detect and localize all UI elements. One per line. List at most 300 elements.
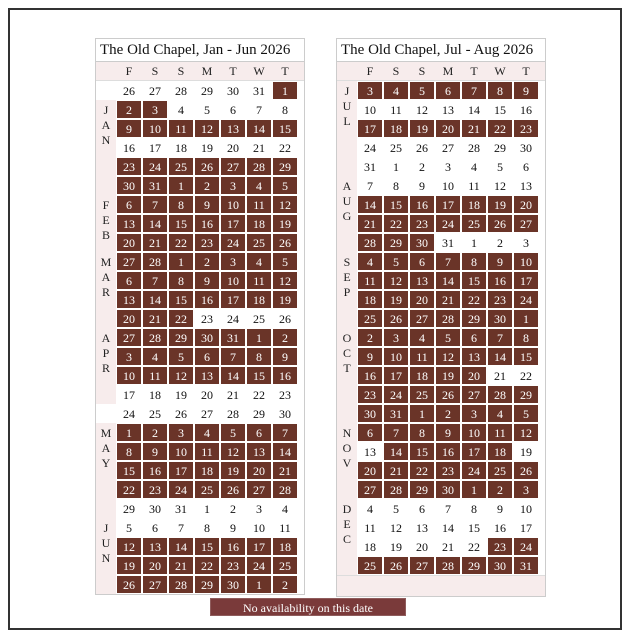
day-cell-available[interactable]: 30 <box>220 81 246 100</box>
day-cell-unavailable[interactable]: 19 <box>435 366 461 385</box>
day-cell-unavailable[interactable]: 8 <box>513 328 539 347</box>
day-cell-available[interactable]: 3 <box>513 233 539 252</box>
day-cell-unavailable[interactable]: 4 <box>487 404 513 423</box>
day-cell-unavailable[interactable]: 13 <box>116 290 142 309</box>
day-cell-unavailable[interactable]: 28 <box>357 233 383 252</box>
day-cell-unavailable[interactable]: 26 <box>513 461 539 480</box>
day-cell-unavailable[interactable]: 18 <box>461 195 487 214</box>
day-cell-unavailable[interactable]: 3 <box>220 176 246 195</box>
day-cell-unavailable[interactable]: 6 <box>357 423 383 442</box>
day-cell-unavailable[interactable]: 20 <box>142 556 168 575</box>
day-cell-available[interactable]: 26 <box>409 138 435 157</box>
day-cell-unavailable[interactable]: 15 <box>168 214 194 233</box>
day-cell-unavailable[interactable]: 30 <box>435 480 461 499</box>
day-cell-unavailable[interactable]: 23 <box>513 119 539 138</box>
day-cell-unavailable[interactable]: 13 <box>142 537 168 556</box>
day-cell-unavailable[interactable]: 17 <box>435 195 461 214</box>
day-cell-unavailable[interactable]: 13 <box>116 214 142 233</box>
day-cell-unavailable[interactable]: 14 <box>220 366 246 385</box>
day-cell-unavailable[interactable]: 4 <box>194 423 220 442</box>
day-cell-unavailable[interactable]: 24 <box>461 461 487 480</box>
day-cell-unavailable[interactable]: 13 <box>220 119 246 138</box>
day-cell-available[interactable]: 14 <box>435 518 461 537</box>
day-cell-available[interactable]: 2 <box>220 499 246 518</box>
day-cell-unavailable[interactable]: 29 <box>168 328 194 347</box>
day-cell-unavailable[interactable]: 25 <box>357 556 383 575</box>
day-cell-unavailable[interactable]: 30 <box>487 309 513 328</box>
day-cell-unavailable[interactable]: 15 <box>194 537 220 556</box>
day-cell-unavailable[interactable]: 7 <box>220 347 246 366</box>
day-cell-unavailable[interactable]: 23 <box>142 480 168 499</box>
day-cell-unavailable[interactable]: 6 <box>435 81 461 100</box>
day-cell-unavailable[interactable]: 11 <box>357 271 383 290</box>
day-cell-available[interactable]: 30 <box>513 138 539 157</box>
day-cell-unavailable[interactable]: 19 <box>487 195 513 214</box>
day-cell-available[interactable]: 13 <box>409 518 435 537</box>
day-cell-available[interactable]: 26 <box>272 309 298 328</box>
day-cell-unavailable[interactable]: 1 <box>246 575 272 594</box>
day-cell-available[interactable]: 27 <box>435 138 461 157</box>
day-cell-unavailable[interactable]: 8 <box>168 271 194 290</box>
day-cell-available[interactable]: 2 <box>409 157 435 176</box>
day-cell-unavailable[interactable]: 5 <box>435 328 461 347</box>
day-cell-unavailable[interactable]: 6 <box>116 195 142 214</box>
day-cell-unavailable[interactable]: 8 <box>409 423 435 442</box>
day-cell-available[interactable]: 5 <box>383 499 409 518</box>
day-cell-unavailable[interactable]: 31 <box>220 328 246 347</box>
day-cell-unavailable[interactable]: 10 <box>220 271 246 290</box>
day-cell-available[interactable]: 27 <box>142 81 168 100</box>
day-cell-unavailable[interactable]: 29 <box>383 233 409 252</box>
day-cell-unavailable[interactable]: 8 <box>246 347 272 366</box>
day-cell-unavailable[interactable]: 22 <box>168 309 194 328</box>
day-cell-unavailable[interactable]: 12 <box>513 423 539 442</box>
day-cell-available[interactable]: 11 <box>383 100 409 119</box>
day-cell-available[interactable]: 11 <box>357 518 383 537</box>
day-cell-available[interactable]: 8 <box>383 176 409 195</box>
day-cell-available[interactable]: 18 <box>357 537 383 556</box>
day-cell-unavailable[interactable]: 25 <box>357 309 383 328</box>
day-cell-unavailable[interactable]: 5 <box>409 81 435 100</box>
day-cell-unavailable[interactable]: 23 <box>409 214 435 233</box>
day-cell-unavailable[interactable]: 28 <box>435 556 461 575</box>
day-cell-unavailable[interactable]: 11 <box>246 271 272 290</box>
day-cell-available[interactable]: 31 <box>246 81 272 100</box>
day-cell-unavailable[interactable]: 27 <box>116 252 142 271</box>
day-cell-available[interactable]: 20 <box>409 537 435 556</box>
day-cell-unavailable[interactable]: 14 <box>142 214 168 233</box>
day-cell-available[interactable]: 31 <box>357 157 383 176</box>
day-cell-available[interactable]: 9 <box>487 499 513 518</box>
day-cell-unavailable[interactable]: 20 <box>116 233 142 252</box>
day-cell-unavailable[interactable]: 18 <box>357 290 383 309</box>
day-cell-available[interactable]: 29 <box>194 81 220 100</box>
day-cell-unavailable[interactable]: 23 <box>116 157 142 176</box>
day-cell-available[interactable]: 6 <box>513 157 539 176</box>
day-cell-unavailable[interactable]: 28 <box>383 480 409 499</box>
day-cell-unavailable[interactable]: 17 <box>168 461 194 480</box>
day-cell-unavailable[interactable]: 3 <box>116 347 142 366</box>
day-cell-available[interactable]: 10 <box>513 499 539 518</box>
day-cell-unavailable[interactable]: 9 <box>487 252 513 271</box>
day-cell-unavailable[interactable]: 12 <box>272 195 298 214</box>
day-cell-available[interactable]: 25 <box>383 138 409 157</box>
day-cell-available[interactable]: 29 <box>116 499 142 518</box>
day-cell-unavailable[interactable]: 27 <box>142 575 168 594</box>
day-cell-available[interactable]: 7 <box>435 499 461 518</box>
day-cell-unavailable[interactable]: 3 <box>168 423 194 442</box>
day-cell-unavailable[interactable]: 25 <box>168 157 194 176</box>
day-cell-unavailable[interactable]: 2 <box>116 100 142 119</box>
day-cell-unavailable[interactable]: 15 <box>116 461 142 480</box>
day-cell-unavailable[interactable]: 1 <box>461 480 487 499</box>
day-cell-available[interactable]: 1 <box>194 499 220 518</box>
day-cell-available[interactable]: 17 <box>513 518 539 537</box>
day-cell-unavailable[interactable]: 4 <box>246 176 272 195</box>
day-cell-unavailable[interactable]: 23 <box>220 556 246 575</box>
day-cell-unavailable[interactable]: 23 <box>487 537 513 556</box>
day-cell-unavailable[interactable]: 3 <box>513 480 539 499</box>
day-cell-unavailable[interactable]: 31 <box>513 556 539 575</box>
day-cell-unavailable[interactable]: 20 <box>409 290 435 309</box>
day-cell-unavailable[interactable]: 2 <box>272 575 298 594</box>
day-cell-unavailable[interactable]: 17 <box>383 366 409 385</box>
day-cell-available[interactable]: 12 <box>383 518 409 537</box>
day-cell-unavailable[interactable]: 25 <box>461 214 487 233</box>
day-cell-unavailable[interactable]: 14 <box>383 442 409 461</box>
day-cell-available[interactable]: 9 <box>409 176 435 195</box>
day-cell-unavailable[interactable]: 29 <box>461 309 487 328</box>
day-cell-unavailable[interactable]: 6 <box>194 347 220 366</box>
day-cell-unavailable[interactable]: 25 <box>409 385 435 404</box>
day-cell-available[interactable]: 16 <box>116 138 142 157</box>
day-cell-unavailable[interactable]: 11 <box>487 423 513 442</box>
day-cell-unavailable[interactable]: 11 <box>194 442 220 461</box>
day-cell-unavailable[interactable]: 26 <box>194 157 220 176</box>
day-cell-unavailable[interactable]: 13 <box>246 442 272 461</box>
day-cell-available[interactable]: 28 <box>461 138 487 157</box>
day-cell-unavailable[interactable]: 31 <box>383 404 409 423</box>
day-cell-unavailable[interactable]: 3 <box>142 100 168 119</box>
day-cell-unavailable[interactable]: 12 <box>220 442 246 461</box>
day-cell-unavailable[interactable]: 15 <box>168 290 194 309</box>
day-cell-available[interactable]: 12 <box>409 100 435 119</box>
day-cell-unavailable[interactable]: 26 <box>435 385 461 404</box>
day-cell-unavailable[interactable]: 15 <box>513 347 539 366</box>
day-cell-unavailable[interactable]: 16 <box>142 461 168 480</box>
day-cell-unavailable[interactable]: 19 <box>116 556 142 575</box>
day-cell-available[interactable]: 19 <box>168 385 194 404</box>
day-cell-unavailable[interactable]: 14 <box>142 290 168 309</box>
day-cell-unavailable[interactable]: 27 <box>220 157 246 176</box>
day-cell-unavailable[interactable]: 26 <box>383 556 409 575</box>
day-cell-unavailable[interactable]: 21 <box>383 461 409 480</box>
day-cell-unavailable[interactable]: 26 <box>272 233 298 252</box>
day-cell-unavailable[interactable]: 27 <box>246 480 272 499</box>
day-cell-available[interactable]: 25 <box>246 309 272 328</box>
day-cell-unavailable[interactable]: 25 <box>272 556 298 575</box>
day-cell-unavailable[interactable]: 3 <box>357 81 383 100</box>
day-cell-unavailable[interactable]: 5 <box>513 404 539 423</box>
day-cell-available[interactable]: 26 <box>116 81 142 100</box>
day-cell-unavailable[interactable]: 21 <box>168 556 194 575</box>
day-cell-unavailable[interactable]: 5 <box>168 347 194 366</box>
day-cell-unavailable[interactable]: 24 <box>220 233 246 252</box>
day-cell-unavailable[interactable]: 25 <box>487 461 513 480</box>
day-cell-unavailable[interactable]: 20 <box>461 366 487 385</box>
day-cell-unavailable[interactable]: 6 <box>246 423 272 442</box>
day-cell-available[interactable]: 23 <box>272 385 298 404</box>
day-cell-unavailable[interactable]: 12 <box>194 119 220 138</box>
day-cell-available[interactable]: 23 <box>194 309 220 328</box>
day-cell-available[interactable]: 22 <box>513 366 539 385</box>
day-cell-available[interactable]: 29 <box>246 404 272 423</box>
day-cell-unavailable[interactable]: 12 <box>116 537 142 556</box>
day-cell-unavailable[interactable]: 8 <box>168 195 194 214</box>
day-cell-available[interactable]: 19 <box>194 138 220 157</box>
day-cell-unavailable[interactable]: 12 <box>272 271 298 290</box>
day-cell-available[interactable]: 10 <box>435 176 461 195</box>
day-cell-unavailable[interactable]: 27 <box>409 309 435 328</box>
day-cell-available[interactable]: 25 <box>142 404 168 423</box>
day-cell-unavailable[interactable]: 16 <box>435 442 461 461</box>
day-cell-unavailable[interactable]: 21 <box>142 309 168 328</box>
day-cell-unavailable[interactable]: 27 <box>116 328 142 347</box>
day-cell-unavailable[interactable]: 18 <box>487 442 513 461</box>
day-cell-available[interactable]: 19 <box>513 442 539 461</box>
day-cell-unavailable[interactable]: 17 <box>461 442 487 461</box>
day-cell-available[interactable]: 10 <box>246 518 272 537</box>
day-cell-unavailable[interactable]: 26 <box>220 480 246 499</box>
day-cell-unavailable[interactable]: 24 <box>435 214 461 233</box>
day-cell-unavailable[interactable]: 22 <box>461 290 487 309</box>
day-cell-available[interactable]: 24 <box>116 404 142 423</box>
day-cell-unavailable[interactable]: 29 <box>272 157 298 176</box>
day-cell-unavailable[interactable]: 2 <box>142 423 168 442</box>
day-cell-unavailable[interactable]: 24 <box>383 385 409 404</box>
day-cell-unavailable[interactable]: 25 <box>194 480 220 499</box>
day-cell-unavailable[interactable]: 3 <box>220 252 246 271</box>
day-cell-unavailable[interactable]: 9 <box>116 119 142 138</box>
day-cell-unavailable[interactable]: 24 <box>168 480 194 499</box>
day-cell-unavailable[interactable]: 9 <box>142 442 168 461</box>
day-cell-unavailable[interactable]: 1 <box>168 176 194 195</box>
day-cell-unavailable[interactable]: 28 <box>487 385 513 404</box>
day-cell-unavailable[interactable]: 18 <box>409 366 435 385</box>
day-cell-unavailable[interactable]: 15 <box>246 366 272 385</box>
day-cell-available[interactable]: 15 <box>487 100 513 119</box>
day-cell-unavailable[interactable]: 5 <box>272 176 298 195</box>
day-cell-unavailable[interactable]: 2 <box>435 404 461 423</box>
day-cell-unavailable[interactable]: 19 <box>272 214 298 233</box>
day-cell-unavailable[interactable]: 29 <box>194 575 220 594</box>
day-cell-unavailable[interactable]: 20 <box>116 309 142 328</box>
day-cell-unavailable[interactable]: 21 <box>435 290 461 309</box>
day-cell-available[interactable]: 4 <box>272 499 298 518</box>
day-cell-unavailable[interactable]: 1 <box>168 252 194 271</box>
day-cell-unavailable[interactable]: 29 <box>461 556 487 575</box>
day-cell-available[interactable]: 5 <box>116 518 142 537</box>
day-cell-unavailable[interactable]: 13 <box>461 347 487 366</box>
day-cell-unavailable[interactable]: 22 <box>116 480 142 499</box>
day-cell-unavailable[interactable]: 30 <box>116 176 142 195</box>
day-cell-unavailable[interactable]: 10 <box>513 252 539 271</box>
day-cell-unavailable[interactable]: 29 <box>513 385 539 404</box>
day-cell-unavailable[interactable]: 1 <box>409 404 435 423</box>
day-cell-unavailable[interactable]: 3 <box>383 328 409 347</box>
day-cell-unavailable[interactable]: 15 <box>461 271 487 290</box>
day-cell-unavailable[interactable]: 18 <box>383 119 409 138</box>
day-cell-unavailable[interactable]: 30 <box>409 233 435 252</box>
day-cell-available[interactable]: 4 <box>461 157 487 176</box>
day-cell-unavailable[interactable]: 10 <box>220 195 246 214</box>
day-cell-unavailable[interactable]: 14 <box>487 347 513 366</box>
day-cell-unavailable[interactable]: 19 <box>272 290 298 309</box>
day-cell-unavailable[interactable]: 28 <box>142 328 168 347</box>
day-cell-available[interactable]: 11 <box>461 176 487 195</box>
day-cell-unavailable[interactable]: 17 <box>220 290 246 309</box>
day-cell-unavailable[interactable]: 13 <box>194 366 220 385</box>
day-cell-unavailable[interactable]: 4 <box>383 81 409 100</box>
day-cell-available[interactable]: 9 <box>220 518 246 537</box>
day-cell-available[interactable]: 22 <box>272 138 298 157</box>
day-cell-unavailable[interactable]: 24 <box>142 157 168 176</box>
day-cell-unavailable[interactable]: 9 <box>194 195 220 214</box>
day-cell-unavailable[interactable]: 27 <box>357 480 383 499</box>
day-cell-unavailable[interactable]: 15 <box>383 195 409 214</box>
day-cell-unavailable[interactable]: 16 <box>220 537 246 556</box>
day-cell-available[interactable]: 21 <box>220 385 246 404</box>
day-cell-unavailable[interactable]: 8 <box>487 81 513 100</box>
day-cell-unavailable[interactable]: 27 <box>461 385 487 404</box>
day-cell-unavailable[interactable]: 10 <box>168 442 194 461</box>
day-cell-unavailable[interactable]: 11 <box>168 119 194 138</box>
day-cell-unavailable[interactable]: 23 <box>194 233 220 252</box>
day-cell-unavailable[interactable]: 18 <box>272 537 298 556</box>
day-cell-unavailable[interactable]: 24 <box>513 290 539 309</box>
day-cell-unavailable[interactable]: 23 <box>487 290 513 309</box>
day-cell-unavailable[interactable]: 24 <box>246 556 272 575</box>
day-cell-unavailable[interactable]: 17 <box>220 214 246 233</box>
day-cell-unavailable[interactable]: 5 <box>272 252 298 271</box>
day-cell-unavailable[interactable]: 15 <box>272 119 298 138</box>
day-cell-unavailable[interactable]: 1 <box>116 423 142 442</box>
day-cell-unavailable[interactable]: 28 <box>435 309 461 328</box>
day-cell-unavailable[interactable]: 11 <box>246 195 272 214</box>
day-cell-unavailable[interactable]: 26 <box>116 575 142 594</box>
day-cell-unavailable[interactable]: 20 <box>357 461 383 480</box>
day-cell-unavailable[interactable]: 28 <box>246 157 272 176</box>
day-cell-unavailable[interactable]: 5 <box>383 252 409 271</box>
day-cell-unavailable[interactable]: 9 <box>435 423 461 442</box>
day-cell-available[interactable]: 8 <box>194 518 220 537</box>
day-cell-available[interactable]: 18 <box>168 138 194 157</box>
day-cell-unavailable[interactable]: 4 <box>142 347 168 366</box>
day-cell-unavailable[interactable]: 5 <box>220 423 246 442</box>
day-cell-unavailable[interactable]: 18 <box>246 214 272 233</box>
day-cell-unavailable[interactable]: 18 <box>194 461 220 480</box>
day-cell-unavailable[interactable]: 6 <box>116 271 142 290</box>
day-cell-unavailable[interactable]: 21 <box>461 119 487 138</box>
day-cell-available[interactable]: 14 <box>461 100 487 119</box>
day-cell-unavailable[interactable]: 7 <box>272 423 298 442</box>
day-cell-unavailable[interactable]: 2 <box>194 252 220 271</box>
day-cell-unavailable[interactable]: 30 <box>220 575 246 594</box>
day-cell-unavailable[interactable]: 28 <box>168 575 194 594</box>
day-cell-unavailable[interactable]: 2 <box>272 328 298 347</box>
day-cell-available[interactable]: 27 <box>194 404 220 423</box>
day-cell-unavailable[interactable]: 4 <box>357 252 383 271</box>
day-cell-available[interactable]: 6 <box>142 518 168 537</box>
day-cell-unavailable[interactable]: 17 <box>357 119 383 138</box>
day-cell-available[interactable]: 2 <box>487 233 513 252</box>
day-cell-unavailable[interactable]: 10 <box>461 423 487 442</box>
day-cell-available[interactable]: 21 <box>487 366 513 385</box>
day-cell-unavailable[interactable]: 9 <box>272 347 298 366</box>
day-cell-available[interactable]: 7 <box>168 518 194 537</box>
day-cell-unavailable[interactable]: 21 <box>142 233 168 252</box>
day-cell-unavailable[interactable]: 22 <box>194 556 220 575</box>
day-cell-available[interactable]: 13 <box>513 176 539 195</box>
day-cell-unavailable[interactable]: 20 <box>435 119 461 138</box>
day-cell-available[interactable]: 24 <box>220 309 246 328</box>
day-cell-available[interactable]: 3 <box>246 499 272 518</box>
day-cell-unavailable[interactable]: 17 <box>513 271 539 290</box>
day-cell-unavailable[interactable]: 2 <box>357 328 383 347</box>
day-cell-unavailable[interactable]: 8 <box>461 252 487 271</box>
day-cell-available[interactable]: 8 <box>461 499 487 518</box>
day-cell-unavailable[interactable]: 7 <box>461 81 487 100</box>
day-cell-available[interactable]: 24 <box>357 138 383 157</box>
day-cell-unavailable[interactable]: 16 <box>194 214 220 233</box>
day-cell-available[interactable]: 7 <box>246 100 272 119</box>
day-cell-available[interactable]: 13 <box>435 100 461 119</box>
day-cell-unavailable[interactable]: 14 <box>246 119 272 138</box>
day-cell-unavailable[interactable]: 30 <box>194 328 220 347</box>
day-cell-available[interactable]: 5 <box>194 100 220 119</box>
day-cell-available[interactable]: 28 <box>168 81 194 100</box>
day-cell-unavailable[interactable]: 6 <box>461 328 487 347</box>
day-cell-unavailable[interactable]: 3 <box>461 404 487 423</box>
day-cell-available[interactable]: 7 <box>357 176 383 195</box>
day-cell-unavailable[interactable]: 10 <box>116 366 142 385</box>
day-cell-unavailable[interactable]: 16 <box>194 290 220 309</box>
day-cell-unavailable[interactable]: 6 <box>409 252 435 271</box>
day-cell-unavailable[interactable]: 22 <box>383 214 409 233</box>
day-cell-available[interactable]: 15 <box>461 518 487 537</box>
day-cell-unavailable[interactable]: 30 <box>487 556 513 575</box>
day-cell-unavailable[interactable]: 21 <box>357 214 383 233</box>
day-cell-unavailable[interactable]: 9 <box>194 271 220 290</box>
day-cell-unavailable[interactable]: 1 <box>513 309 539 328</box>
day-cell-unavailable[interactable]: 9 <box>357 347 383 366</box>
day-cell-available[interactable]: 6 <box>409 499 435 518</box>
day-cell-unavailable[interactable]: 16 <box>409 195 435 214</box>
day-cell-available[interactable]: 13 <box>357 442 383 461</box>
day-cell-available[interactable]: 4 <box>357 499 383 518</box>
day-cell-available[interactable]: 11 <box>272 518 298 537</box>
day-cell-unavailable[interactable]: 23 <box>435 461 461 480</box>
day-cell-available[interactable]: 21 <box>435 537 461 556</box>
day-cell-unavailable[interactable]: 20 <box>246 461 272 480</box>
day-cell-unavailable[interactable]: 12 <box>383 271 409 290</box>
day-cell-unavailable[interactable]: 14 <box>357 195 383 214</box>
day-cell-unavailable[interactable]: 27 <box>513 214 539 233</box>
day-cell-unavailable[interactable]: 14 <box>168 537 194 556</box>
day-cell-unavailable[interactable]: 7 <box>435 252 461 271</box>
day-cell-unavailable[interactable]: 12 <box>168 366 194 385</box>
day-cell-available[interactable]: 31 <box>168 499 194 518</box>
